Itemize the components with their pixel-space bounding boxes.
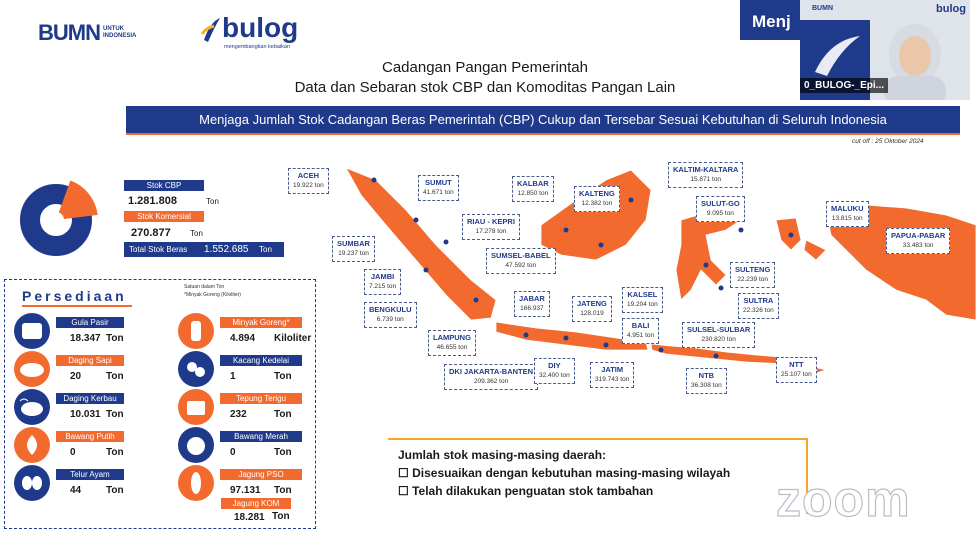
persediaan-title-underline xyxy=(22,305,132,307)
region-bali-value: 4.951 ton xyxy=(627,332,655,339)
region-kalsel xyxy=(622,287,663,313)
region-sumut-name: SUMUT xyxy=(425,178,452,187)
telur-ayam-unit: Ton xyxy=(106,485,124,496)
kacang-kedelai-label: Kacang Kedelai xyxy=(220,355,302,366)
region-sulsel-sulbar-name: SULSEL-SULBAR xyxy=(687,325,751,334)
cow-icon xyxy=(14,351,50,387)
notes-item-1 xyxy=(398,466,730,480)
jagung-pso-unit: Ton xyxy=(274,485,292,496)
region-kaltim-kaltara-value: 15.871 ton xyxy=(690,176,722,183)
mini-bulog-logo: bulog xyxy=(936,3,966,15)
region-kalsel-name: KALSEL xyxy=(627,290,658,299)
region-diy-value: 32.400 ton xyxy=(539,372,570,379)
region-ntb-value: 36.308 ton xyxy=(691,382,722,389)
participant-name: 0_BULOG-_Epi... xyxy=(800,78,888,93)
daging-kerbau-value: 10.031 xyxy=(70,409,101,420)
region-ntt-name: NTT xyxy=(789,360,804,369)
bawang-merah-label: Bawang Merah xyxy=(220,431,302,442)
notes-title: Jumlah stok masing-masing daerah: xyxy=(398,448,607,462)
total-stok-value: 1.552.685 xyxy=(204,244,249,255)
persediaan-note-2: *Minyak Goreng (Kiloliter) xyxy=(184,292,241,298)
egg-icon xyxy=(14,465,50,501)
buffalo-icon xyxy=(14,389,50,425)
region-jateng xyxy=(572,296,612,322)
onion-icon xyxy=(178,427,214,463)
notes-box xyxy=(388,438,808,514)
jagung-pso-value: 97.131 xyxy=(230,485,261,496)
region-kaltim-kaltara-name: KALTIM-KALTARA xyxy=(673,165,739,174)
jagung-kom-unit: Ton xyxy=(272,511,290,522)
region-kalbar xyxy=(512,176,554,202)
region-riau-kepri-name: RIAU - KEPRI xyxy=(467,217,515,226)
daging-kerbau-unit: Ton xyxy=(106,409,124,420)
region-sulut-go xyxy=(696,196,745,222)
region-riau-kepri-value: 17.278 ton xyxy=(475,228,507,235)
persediaan-note-1: Satuan dalam Ton xyxy=(184,284,225,290)
region-jambi-name: JAMBI xyxy=(370,272,395,281)
zoom-watermark: zoom xyxy=(776,471,911,527)
region-ntt xyxy=(776,357,817,383)
region-kalteng xyxy=(574,186,620,212)
region-sultra-name: SULTRA xyxy=(743,296,774,305)
bumn-logo-text: BUMN xyxy=(38,20,100,45)
jagung-kom-value: 18.281 xyxy=(234,512,265,523)
oil-bottle-icon xyxy=(178,313,214,349)
region-jabar xyxy=(514,291,550,317)
region-sumsel-babel xyxy=(486,248,556,274)
daging-sapi-value: 20 xyxy=(70,371,82,382)
region-jateng-value: 128.019 xyxy=(580,310,604,317)
minyak-goreng-unit: Kiloliter xyxy=(274,333,312,344)
telur-ayam-value: 44 xyxy=(70,485,82,496)
region-sulsel-sulbar-value: 230.820 ton xyxy=(701,336,736,343)
region-lampung xyxy=(428,330,476,356)
region-jatim-value: 319.743 ton xyxy=(595,376,630,383)
total-stok-label: Total Stok Beras xyxy=(129,245,188,254)
bawang-putih-value: 0 xyxy=(70,447,76,458)
region-lampung-name: LAMPUNG xyxy=(433,333,471,342)
region-kalteng-name: KALTENG xyxy=(579,189,615,198)
region-sultra-value: 22.326 ton xyxy=(743,307,774,314)
bumn-logo xyxy=(38,20,143,46)
region-sumut xyxy=(418,175,459,201)
region-jabar-value: 166.937 xyxy=(520,305,544,312)
region-aceh-value: 19.922 ton xyxy=(293,182,324,189)
region-sulteng-value: 22.239 ton xyxy=(737,276,768,283)
corn-icon xyxy=(178,465,214,501)
total-stok-unit: Ton xyxy=(259,245,272,254)
daging-sapi-label: Daging Sapi xyxy=(56,355,124,366)
mini-bumn-logo: BUMN xyxy=(812,5,833,12)
region-bengkulu-value: 6.739 ton xyxy=(376,316,404,323)
gula-pasir-value: 18.347 xyxy=(70,333,101,344)
region-jatim xyxy=(590,362,634,388)
jagung-kom-label: Jagung KOM xyxy=(221,498,291,509)
region-sumbar-name: SUMBAR xyxy=(337,239,370,248)
notes-item-1-text: Disesuaikan dengan kebutuhan masing-masing wilayah xyxy=(412,466,731,480)
checkbox-icon: ☐ xyxy=(398,484,413,498)
bulog-swoosh-icon xyxy=(200,14,222,44)
notes-item-2-text: Telah dilakukan penguatan stok tambahan xyxy=(412,484,654,498)
kacang-kedelai-value: 1 xyxy=(230,371,236,382)
region-kaltim-kaltara xyxy=(668,162,743,188)
region-sumsel-babel-name: SUMSEL-BABEL xyxy=(491,251,551,260)
region-aceh-name: ACEH xyxy=(297,171,319,180)
minyak-goreng-label: Minyak Goreng* xyxy=(220,317,302,328)
stok-cbp-value: 1.281.808 xyxy=(128,195,177,207)
checkbox-icon: ☐ xyxy=(398,466,413,480)
region-dki-jakarta-banten-value: 209.362 ton xyxy=(473,378,509,385)
region-diy-name: DIY xyxy=(548,361,561,370)
tepung-terigu-value: 232 xyxy=(230,409,247,420)
notes-item-2 xyxy=(398,484,653,498)
region-jabar-name: JABAR xyxy=(519,294,545,303)
garlic-icon xyxy=(14,427,50,463)
region-sulut-go-value: 9.095 ton xyxy=(706,210,734,217)
stock-donut-chart xyxy=(10,170,110,270)
region-sumut-value: 41.671 ton xyxy=(423,189,454,196)
region-maluku-value: 13.815 ton xyxy=(831,215,863,222)
region-bengkulu xyxy=(364,302,417,328)
region-bali-name: BALI xyxy=(631,321,650,330)
stok-cbp-unit: Ton xyxy=(206,197,219,206)
region-maluku xyxy=(826,201,869,227)
region-riau-kepri xyxy=(462,214,520,240)
region-kalbar-value: 12.850 ton xyxy=(517,190,549,197)
kalimantan-island xyxy=(541,170,651,260)
page-title xyxy=(260,58,710,98)
participant-video[interactable] xyxy=(800,0,970,100)
region-sulteng xyxy=(730,262,775,288)
bawang-merah-unit: Ton xyxy=(274,447,292,458)
region-sumbar xyxy=(332,236,375,262)
region-papua-pabar xyxy=(886,228,950,254)
region-papua-pabar-value: 33.483 ton xyxy=(902,242,934,249)
region-kalteng-value: 12.382 ton xyxy=(581,200,613,207)
title-line-1: Cadangan Pangan Pemerintah xyxy=(382,59,588,76)
region-ntb xyxy=(686,368,727,394)
maluku-islands xyxy=(776,218,826,260)
sugar-icon xyxy=(14,313,50,349)
region-jambi xyxy=(364,269,401,295)
region-sumsel-babel-value: 47.592 ton xyxy=(505,262,537,269)
region-dki-jakarta-banten-name: DKI JAKARTA-BANTEN xyxy=(449,367,534,376)
region-bengkulu-name: BENGKULU xyxy=(369,305,412,314)
jagung-pso-label: Jagung PSO xyxy=(220,469,302,480)
region-diy xyxy=(534,358,575,384)
title-line-2: Data dan Sebaran stok CBP dan Komoditas Pangan Lain xyxy=(294,79,676,96)
banner xyxy=(126,106,960,135)
region-jambi-value: 7.215 ton xyxy=(369,283,397,290)
stok-komersial-value: 270.877 xyxy=(131,227,171,239)
soybean-icon xyxy=(178,351,214,387)
minyak-goreng-value: 4.894 xyxy=(230,333,256,344)
flour-icon xyxy=(178,389,214,425)
bulog-tagline: mengembangkan kebaikan xyxy=(224,44,291,50)
daging-sapi-unit: Ton xyxy=(106,371,124,382)
region-aceh xyxy=(288,168,329,194)
region-ntt-value: 25.107 ton xyxy=(781,371,812,378)
bawang-putih-unit: Ton xyxy=(106,447,124,458)
cutoff-date: cut off : 25 Oktober 2024 xyxy=(852,138,924,145)
region-jateng-name: JATENG xyxy=(577,299,607,308)
region-dki-jakarta-banten xyxy=(444,364,538,390)
region-sulteng-name: SULTENG xyxy=(735,265,771,274)
kacang-kedelai-unit: Ton xyxy=(274,371,292,382)
stok-komersial-unit: Ton xyxy=(190,229,203,238)
region-jatim-name: JATIM xyxy=(601,365,624,374)
stok-komersial-label: Stok Komersial xyxy=(124,211,204,222)
region-kalsel-value: 19.204 ton xyxy=(627,301,658,308)
gula-pasir-unit: Ton xyxy=(106,333,124,344)
bawang-merah-value: 0 xyxy=(230,447,236,458)
bulog-logo-text: bulog xyxy=(222,12,299,43)
region-ntb-name: NTB xyxy=(698,371,715,380)
telur-ayam-label: Telur Ayam xyxy=(56,469,124,480)
region-sulsel-sulbar xyxy=(682,322,755,348)
bulog-watermark-icon xyxy=(805,30,865,80)
video-thumbnail-text: Menj xyxy=(752,12,791,31)
stok-cbp-label: Stok CBP xyxy=(124,180,204,191)
tepung-terigu-unit: Ton xyxy=(274,409,292,420)
total-stok-bar xyxy=(124,242,284,257)
persediaan-title: Persediaan xyxy=(22,288,127,304)
bumn-logo-sub: UNTUK INDONESIA xyxy=(103,26,137,39)
gula-pasir-label: Gula Pasir xyxy=(56,317,124,328)
daging-kerbau-label: Daging Kerbau xyxy=(56,393,124,404)
region-sumbar-value: 19.237 ton xyxy=(338,250,369,257)
region-sulut-go-name: SULUT-GO xyxy=(701,199,740,208)
region-lampung-value: 46.655 ton xyxy=(436,344,468,351)
region-papua-pabar-name: PAPUA-PABAR xyxy=(891,231,946,240)
bawang-putih-label: Bawang Putih xyxy=(56,431,124,442)
region-sultra xyxy=(738,293,779,319)
region-bali xyxy=(622,318,659,344)
tepung-terigu-label: Tepung Terigu xyxy=(220,393,302,404)
region-maluku-name: MALUKU xyxy=(831,204,864,213)
banner-text: Menjaga Jumlah Stok Cadangan Beras Pemerintah (CBP) Cukup dan Tersebar Sesuai Kebutuhan di Seluruh Indonesia xyxy=(199,112,887,127)
region-kalbar-name: KALBAR xyxy=(517,179,549,188)
